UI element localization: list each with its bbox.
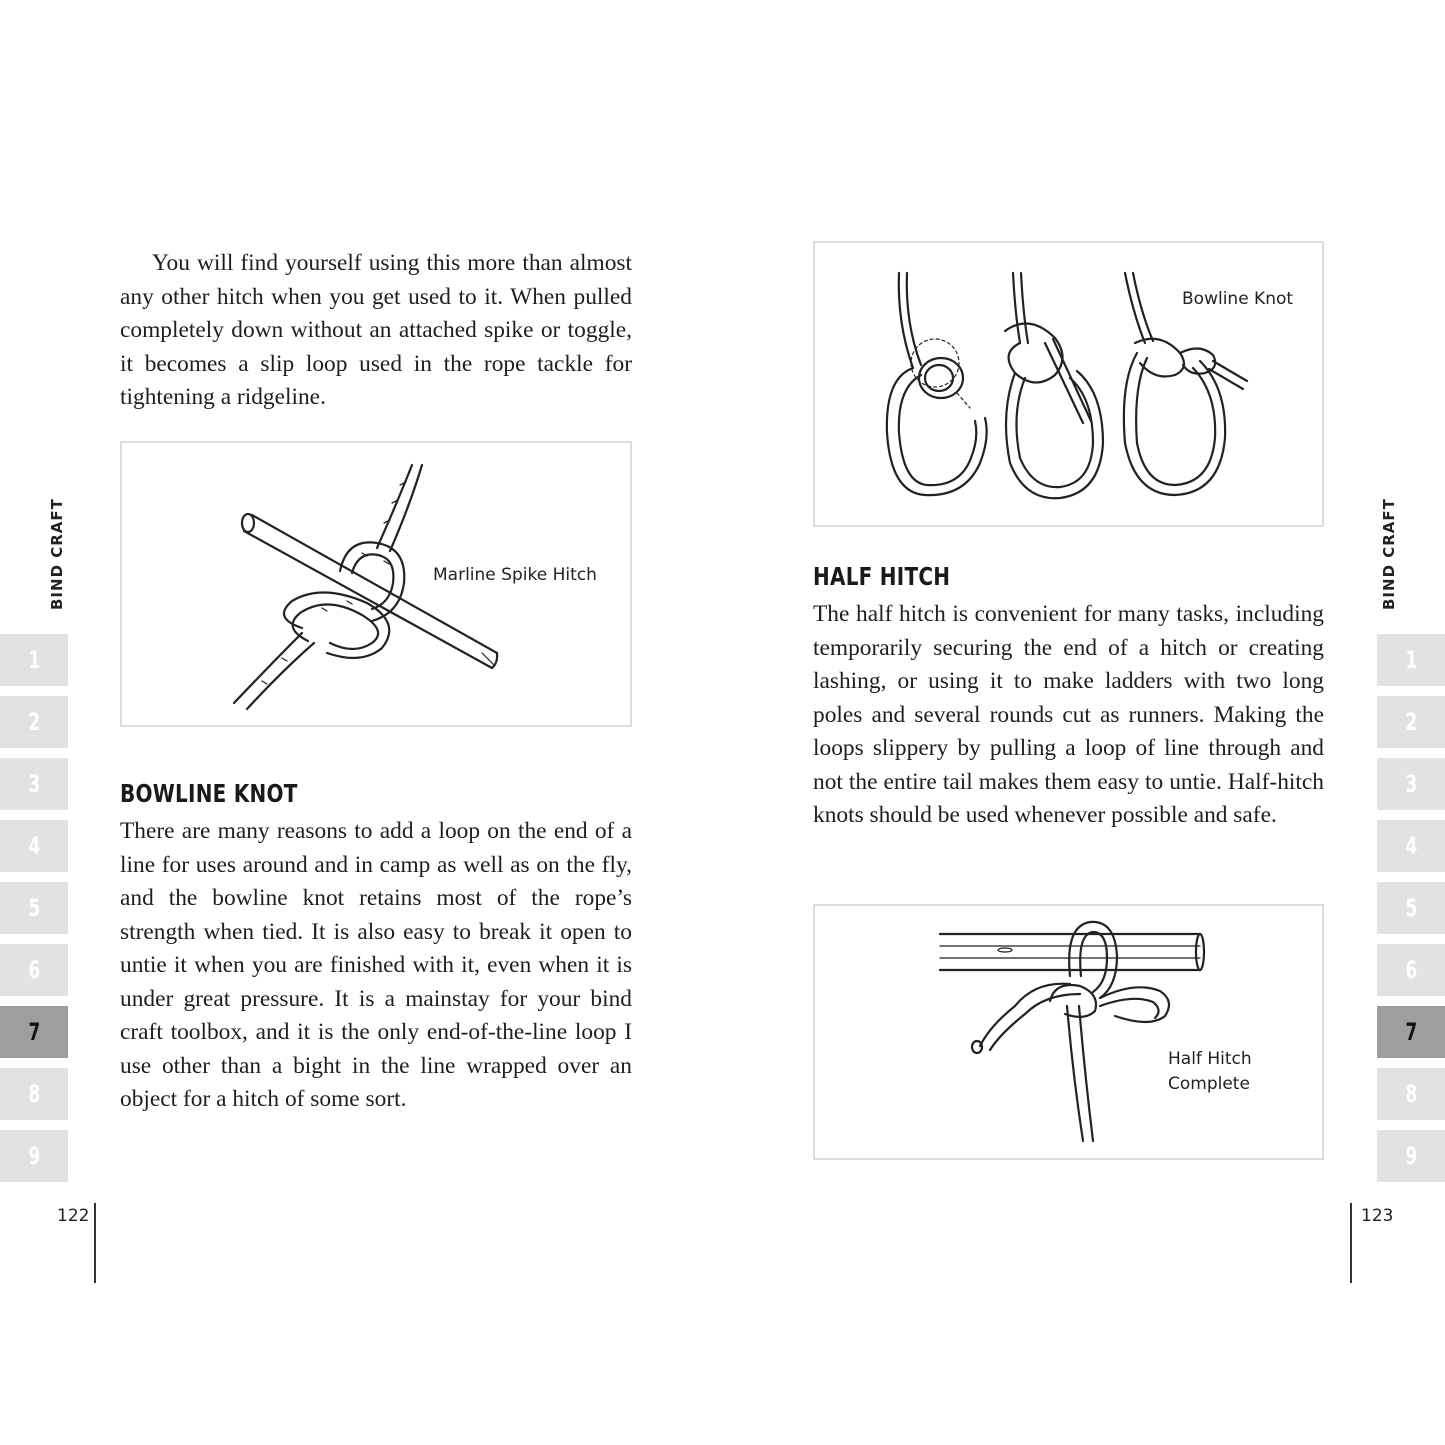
- figure-half-hitch: [813, 904, 1324, 1160]
- right-page-number: 123: [1361, 1206, 1394, 1226]
- left-running-head: BIND CRAFT: [48, 498, 66, 610]
- bowline-knot-caption: Bowline Knot: [1182, 289, 1294, 309]
- chapter-tab-8[interactable]: 8: [0, 1068, 68, 1120]
- left-folio-rule: [94, 1203, 96, 1283]
- chapter-tab-6[interactable]: 6: [1377, 944, 1445, 996]
- chapter-tab-7-active[interactable]: 7: [0, 1006, 68, 1058]
- chapter-tab-5[interactable]: 5: [0, 882, 68, 934]
- chapter-tab-9[interactable]: 9: [1377, 1130, 1445, 1182]
- bowline-knot-heading: BOWLINE KNOT: [120, 779, 298, 808]
- chapter-tab-9[interactable]: 9: [0, 1130, 68, 1182]
- half-hitch-heading: HALF HITCH: [813, 562, 951, 591]
- bowline-knot-illustration: [815, 243, 1322, 525]
- chapter-tab-4[interactable]: 4: [1377, 820, 1445, 872]
- half-hitch-caption-line1: Half Hitch: [1168, 1049, 1252, 1069]
- figure-marline-spike-hitch: [120, 441, 632, 727]
- chapter-tab-7-active[interactable]: 7: [1377, 1006, 1445, 1058]
- right-running-head: BIND CRAFT: [1380, 498, 1398, 610]
- half-hitch-paragraph: The half hitch is convenient for many tasks, including temporarily securing the end of a hitch or creating lashing, or using it to make ladders with two long poles and several rounds cut as runners. Making the loops slippery by pulling a loop of line through and not the entire tail makes them easy to untie. Half-hitch knots should be used whenever possible and safe.: [813, 601, 1324, 828]
- chapter-tab-1[interactable]: 1: [1377, 634, 1445, 686]
- half-hitch-illustration: [815, 906, 1322, 1158]
- figure-bowline-knot: [813, 241, 1324, 527]
- left-page-number: 122: [57, 1206, 90, 1226]
- right-folio-rule: [1350, 1203, 1352, 1283]
- chapter-tab-4[interactable]: 4: [0, 820, 68, 872]
- chapter-tab-3[interactable]: 3: [1377, 758, 1445, 810]
- chapter-tab-8[interactable]: 8: [1377, 1068, 1445, 1120]
- chapter-tab-3[interactable]: 3: [0, 758, 68, 810]
- chapter-tab-2[interactable]: 2: [0, 696, 68, 748]
- intro-paragraph: You will find yourself using this more than almost any other hitch when you get used to it. When pulled completely down without an attached spike or toggle, it becomes a slip loop used in the rope tackle for tightening a ridgeline.: [120, 250, 632, 410]
- marline-spike-hitch-caption: Marline Spike Hitch: [433, 565, 597, 585]
- chapter-tab-2[interactable]: 2: [1377, 696, 1445, 748]
- chapter-tab-6[interactable]: 6: [0, 944, 68, 996]
- chapter-tab-1[interactable]: 1: [0, 634, 68, 686]
- bowline-knot-paragraph: There are many reasons to add a loop on the end of a line for uses around and in camp as well as on the fly, and the bowline knot retains most of the rope’s strength when tied. It is also easy to break it open to untie it when you are finished with it, even when it is under great pressure. It is a mainstay for your bind craft toolbox, and it is the only end-of-the-line loop I use other than a bight in the line wrapped over an object for a hitch of some sort.: [120, 818, 632, 1112]
- half-hitch-caption-line2: Complete: [1168, 1074, 1250, 1094]
- chapter-tab-5[interactable]: 5: [1377, 882, 1445, 934]
